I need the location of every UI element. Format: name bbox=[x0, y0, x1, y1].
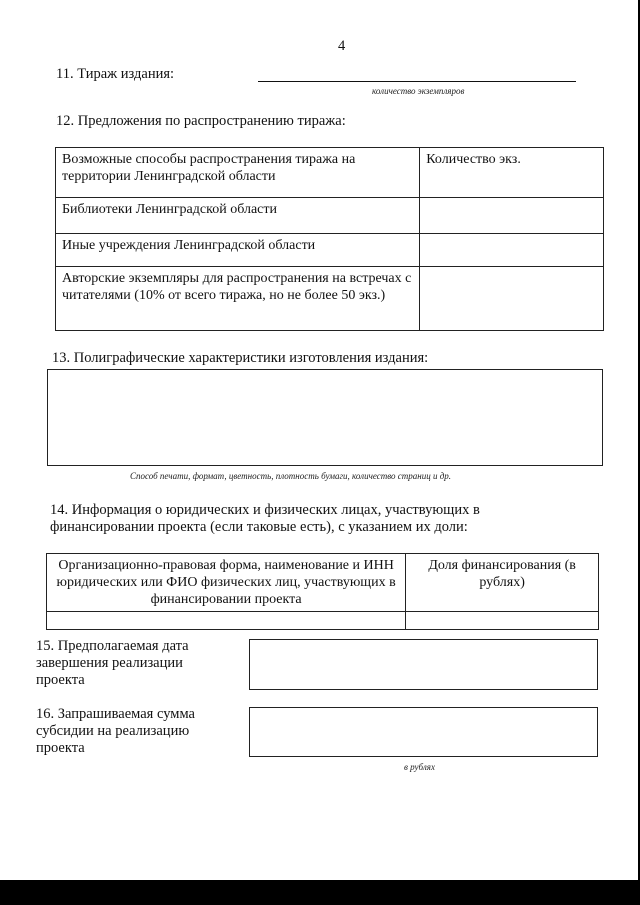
author-copies-cell: Авторские экземпляры для распространения на встречах с читателями (10% от всего тиража, но не более 50 экз.) bbox=[56, 267, 420, 331]
circulation-caption: количество экземпляров bbox=[372, 86, 465, 96]
table-row bbox=[56, 148, 604, 198]
libraries-cell: Библиотеки Ленинградской области bbox=[56, 198, 420, 234]
printing-characteristics-field[interactable] bbox=[47, 369, 603, 466]
circulation-field-line[interactable] bbox=[258, 81, 576, 82]
section-11-label: 11. Тираж издания: bbox=[56, 66, 175, 82]
other-institutions-cell: Иные учреждения Ленинградской области bbox=[56, 234, 420, 267]
table-row bbox=[47, 554, 599, 612]
section-16-label: 16. Запрашиваемая сумма субсидии на реализацию проекта bbox=[36, 706, 195, 756]
table-row bbox=[56, 267, 604, 331]
financier-cell[interactable] bbox=[47, 612, 406, 630]
section-15-label: 15. Предполагаемая дата завершения реализации проекта bbox=[36, 638, 189, 688]
printing-caption: Способ печати, формат, цветность, плотность бумаги, количество страниц и др. bbox=[130, 471, 452, 481]
author-copies-qty-cell[interactable] bbox=[420, 267, 604, 331]
distribution-header-cell: Возможные способы распространения тиража на территории Ленинградской области bbox=[56, 148, 420, 198]
scan-edge-bottom bbox=[0, 880, 640, 905]
table-row bbox=[47, 612, 599, 630]
completion-date-field[interactable] bbox=[249, 639, 598, 690]
table-row bbox=[56, 198, 604, 234]
section-14-label: 14. Информация о юридических и физических лицах, участвующих в финансировании проекта (если таковые есть), с указанием их доли: bbox=[50, 502, 480, 535]
share-header-cell: Доля финансирования (в рублях) bbox=[406, 554, 599, 612]
financing-table bbox=[46, 553, 599, 630]
libraries-qty-cell[interactable] bbox=[420, 198, 604, 234]
table-row bbox=[56, 234, 604, 267]
section-12-label: 12. Предложения по распространению тиража: bbox=[56, 113, 346, 129]
subsidy-caption: в рублях bbox=[404, 762, 435, 772]
page-number: 4 bbox=[338, 38, 346, 54]
section-13-label: 13. Полиграфические характеристики изготовления издания: bbox=[52, 350, 429, 366]
quantity-header-cell: Количество экз. bbox=[420, 148, 604, 198]
other-institutions-qty-cell[interactable] bbox=[420, 234, 604, 267]
subsidy-amount-field[interactable] bbox=[249, 707, 598, 757]
distribution-table bbox=[55, 147, 604, 331]
financier-header-cell: Организационно-правовая форма, наименование и ИНН юридических или ФИО физических лиц, участвующих в финансировании проекта bbox=[47, 554, 406, 612]
share-cell[interactable] bbox=[406, 612, 599, 630]
